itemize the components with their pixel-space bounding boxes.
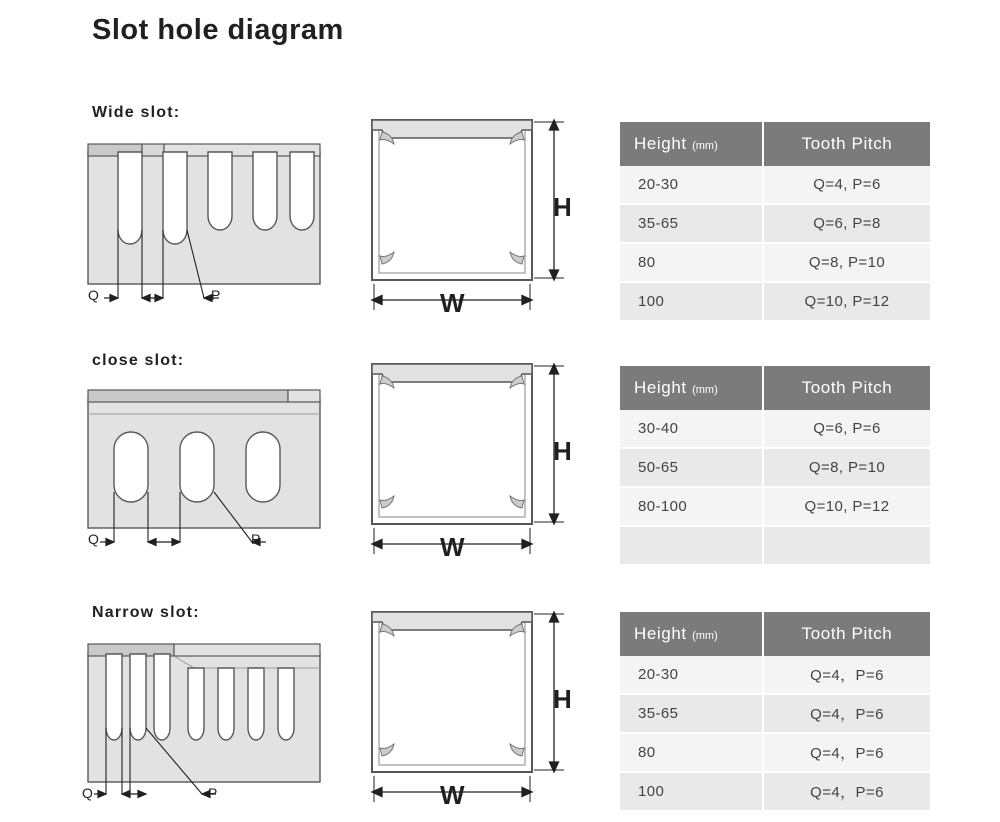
section-label-close-slot: close slot: xyxy=(92,352,185,369)
narrow-slot-w-label: W xyxy=(440,780,465,810)
cell-height: 20-30 xyxy=(620,166,763,204)
table-row xyxy=(620,694,930,733)
header-height-text: Height xyxy=(634,624,687,643)
table-row xyxy=(620,448,930,487)
table-row xyxy=(620,410,930,448)
table-row xyxy=(620,487,930,526)
close-slot-cross-section xyxy=(368,358,568,568)
wide-slot-w-label: W xyxy=(440,288,465,318)
narrow-slot-q-label: Q xyxy=(82,785,93,801)
table-header-row xyxy=(620,366,930,410)
header-height-unit: (mm) xyxy=(692,630,718,642)
cell-height xyxy=(620,526,763,565)
cell-pitch: Q=6, P=6 xyxy=(763,410,930,448)
table-row xyxy=(620,166,930,204)
cell-pitch: Q=4，P=6 xyxy=(763,656,930,694)
wide-slot-h-label: H xyxy=(553,192,572,222)
cell-pitch: Q=4，P=6 xyxy=(763,733,930,772)
spec-table-narrow-slot xyxy=(620,612,930,812)
cell-height: 80-100 xyxy=(620,487,763,526)
cell-pitch: Q=10, P=12 xyxy=(763,282,930,321)
cell-height: 100 xyxy=(620,772,763,811)
header-height xyxy=(620,612,763,656)
cell-pitch: Q=4，P=6 xyxy=(763,694,930,733)
spec-table-wide-slot xyxy=(620,122,930,322)
header-tooth-pitch: Tooth Pitch xyxy=(763,366,930,410)
table-row xyxy=(620,204,930,243)
cell-height: 35-65 xyxy=(620,204,763,243)
close-slot-profile-diagram xyxy=(84,382,324,562)
cell-height: 50-65 xyxy=(620,448,763,487)
cell-height: 30-40 xyxy=(620,410,763,448)
wide-slot-q-label: Q xyxy=(88,287,99,303)
close-slot-q-label: Q xyxy=(88,531,99,547)
table-row xyxy=(620,243,930,282)
cell-height: 80 xyxy=(620,243,763,282)
header-tooth-pitch: Tooth Pitch xyxy=(763,122,930,166)
table-row xyxy=(620,656,930,694)
header-height-unit: (mm) xyxy=(692,384,718,396)
cell-height: 80 xyxy=(620,733,763,772)
narrow-slot-cross-section xyxy=(368,606,568,816)
cell-height: 20-30 xyxy=(620,656,763,694)
cell-pitch: Q=10, P=12 xyxy=(763,487,930,526)
table-row-empty xyxy=(620,526,930,565)
cell-pitch xyxy=(763,526,930,565)
narrow-slot-p-label: P xyxy=(208,785,218,801)
close-slot-w-label: W xyxy=(440,532,465,562)
cell-height: 100 xyxy=(620,282,763,321)
cell-pitch: Q=4，P=6 xyxy=(763,772,930,811)
section-label-wide-slot: Wide slot: xyxy=(92,104,181,121)
narrow-slot-h-label: H xyxy=(553,684,572,714)
wide-slot-cross-section xyxy=(368,114,568,324)
page-title: Slot hole diagram xyxy=(92,14,344,46)
table-row xyxy=(620,772,930,811)
cell-pitch: Q=6, P=8 xyxy=(763,204,930,243)
header-tooth-pitch: Tooth Pitch xyxy=(763,612,930,656)
table-row xyxy=(620,733,930,772)
cell-pitch: Q=4, P=6 xyxy=(763,166,930,204)
header-height-text: Height xyxy=(634,134,687,153)
header-height xyxy=(620,122,763,166)
table-header-row xyxy=(620,122,930,166)
header-height-unit: (mm) xyxy=(692,140,718,152)
close-slot-h-label: H xyxy=(553,436,572,466)
wide-slot-profile-diagram xyxy=(84,138,324,318)
table-row xyxy=(620,282,930,321)
table-header-row xyxy=(620,612,930,656)
cell-pitch: Q=8, P=10 xyxy=(763,448,930,487)
wide-slot-p-label: P xyxy=(211,287,221,303)
cell-height: 35-65 xyxy=(620,694,763,733)
narrow-slot-profile-diagram xyxy=(84,636,324,816)
header-height xyxy=(620,366,763,410)
section-label-narrow-slot: Narrow slot: xyxy=(92,604,200,621)
close-slot-p-label: P xyxy=(251,531,261,547)
header-height-text: Height xyxy=(634,378,687,397)
spec-table-close-slot xyxy=(620,366,930,566)
cell-pitch: Q=8, P=10 xyxy=(763,243,930,282)
